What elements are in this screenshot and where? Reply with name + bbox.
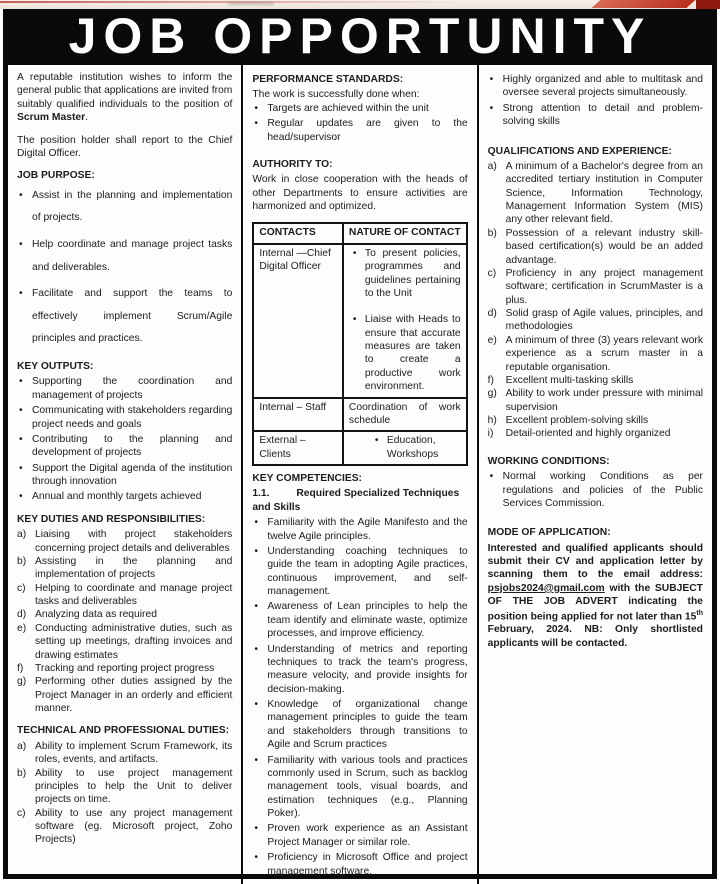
bullet-text: To present policies, programmes and guidelines pertaining to the Unit	[364, 247, 461, 299]
contact-cell: Internal —Chief Digital Officer	[253, 244, 343, 398]
bullet-dot: •	[254, 852, 258, 864]
bullet-item	[17, 283, 232, 351]
item-label: e)	[17, 622, 27, 634]
lettered-item	[488, 387, 703, 414]
performance-list	[252, 102, 467, 144]
nature-cell	[343, 431, 467, 465]
bullet-item	[252, 851, 467, 878]
key-outputs-list	[17, 375, 232, 503]
bullet-item	[252, 516, 467, 543]
technical-duties-list	[17, 740, 232, 847]
advert-frame	[3, 9, 717, 879]
lettered-item	[488, 160, 703, 227]
lettered-item	[17, 662, 232, 675]
item-text: Detail-oriented and highly organized	[505, 428, 671, 440]
qualifications-heading: QUALIFICATIONS AND EXPERIENCE:	[487, 145, 672, 157]
lettered-item	[488, 414, 703, 427]
item-text: Proficiency in any project management software; certification in ScrumMaster is a plus.	[505, 267, 703, 306]
item-label: c)	[17, 807, 26, 819]
item-text: Ability to work under pressure with minimal supervision	[505, 388, 703, 413]
item-text: Analyzing data as required	[35, 609, 157, 621]
bullet-text: Awareness of Lean principles to help the team identify and eliminate waste, optimize processes, and improve efficiency.	[267, 601, 468, 640]
red-corner-block	[696, 0, 720, 9]
item-label: d)	[17, 609, 27, 621]
item-text: Ability to use project management principles to help the Unit to deliver projects on time.	[35, 767, 233, 806]
bullet-text: Communicating with stakeholders regarding project needs and goals	[32, 405, 233, 430]
bullet-item	[17, 404, 232, 431]
bullet-item	[252, 698, 467, 752]
key-competencies-heading: KEY COMPETENCIES:	[252, 473, 362, 484]
bullet-item	[488, 73, 703, 100]
bullet-text: Highly organized and able to multitask and oversee several projects simultaneously.	[502, 74, 703, 99]
working-conditions-heading: WORKING CONDITIONS:	[487, 455, 610, 467]
mode-text-1: Interested and qualified applicants should submit their CV and application letter by scanning them to the email address:	[487, 542, 703, 581]
item-text: Solid grasp of Agile values, principles, and methodologies	[505, 308, 703, 333]
bullet-dot: •	[254, 545, 258, 557]
item-label: b)	[17, 767, 27, 779]
subheading-text: Required Specialized Techniques and Skills	[252, 488, 460, 513]
bullet-dot: •	[352, 247, 357, 259]
lettered-item	[488, 307, 703, 334]
bullet-dot: •	[254, 118, 258, 130]
bullet-dot: •	[19, 238, 23, 250]
item-label: a)	[487, 160, 497, 172]
bullet-text: Liaise with Heads to ensure that accurate measures are taken to create a productive work environment.	[364, 314, 461, 393]
contact-cell: External – Clients	[253, 431, 343, 465]
bullet-text: Support the Digital agenda of the institution through innovation	[32, 462, 233, 488]
bullet-item	[17, 490, 232, 503]
lettered-item	[488, 227, 703, 267]
mode-text-2: with the SUBJECT OF THE JOB ADVERT indicating the position being applied for not later than 15	[487, 582, 703, 622]
lettered-item	[17, 807, 232, 847]
mode-of-application-heading: MODE OF APPLICATION:	[487, 527, 611, 539]
contact-cell: Internal – Staff	[253, 398, 343, 432]
bullet-text: Targets are achieved within the unit	[267, 102, 429, 114]
lettered-item	[488, 267, 703, 307]
item-label: f)	[487, 374, 494, 386]
bullet-text: Proven work experience as an Assistant Project Manager or similar role.	[267, 823, 468, 848]
item-text: Tracking and reporting project progress	[35, 662, 215, 674]
intro-paragraph	[17, 71, 232, 125]
intro-text: A reputable institution wishes to inform the general public that applications are invited from suitably qualified individuals to the position of	[17, 72, 233, 110]
item-text: Excellent multi-tasking skills	[505, 374, 634, 386]
bullet-text: Education, Workshops	[386, 435, 439, 460]
competencies-list	[252, 516, 467, 878]
bullet-item	[252, 545, 467, 599]
ordinal-superscript: th	[696, 609, 703, 617]
lettered-item	[17, 740, 232, 767]
lettered-item	[488, 427, 703, 440]
bullet-dot: •	[489, 74, 494, 85]
bullet-item	[17, 375, 232, 402]
contacts-header-cell: CONTACTS	[253, 223, 343, 243]
contacts-table	[252, 222, 467, 466]
job-purpose-list	[17, 185, 232, 351]
bullet-dot: •	[19, 405, 23, 417]
lettered-item	[17, 622, 232, 662]
bullet-text: Understanding coaching techniques to guide the team in adopting Agile practices, continuous improvement, and self-management.	[267, 545, 468, 597]
item-text: Possession of a relevant industry skill-based certification(s) would be an added advantage.	[505, 227, 703, 266]
column-middle	[241, 65, 476, 884]
item-text: A minimum of three (3) years relevant work experience as a scrum master in a reputable organisation.	[505, 334, 703, 373]
item-label: c)	[487, 267, 497, 279]
bullet-dot: •	[254, 823, 258, 835]
bullet-dot: •	[254, 517, 258, 529]
bullet-dot: •	[254, 643, 258, 655]
bullet-dot: •	[489, 102, 494, 114]
bullet-text: Assist in the planning and implementation of projects.	[32, 189, 233, 224]
bullet-dot: •	[352, 314, 357, 326]
bullet-item	[252, 822, 467, 849]
item-label: b)	[17, 555, 27, 567]
bullet-item	[17, 433, 232, 460]
table-row	[253, 398, 466, 432]
item-text: Ability to use any project management software (eg. Microsoft project, Zoho Projects)	[35, 807, 233, 846]
bullet-item	[252, 600, 467, 640]
bullet-dot: •	[19, 491, 23, 503]
bullet-item	[349, 434, 461, 461]
bullet-item	[488, 470, 703, 510]
mode-of-application-paragraph	[488, 542, 703, 650]
item-text: Liaising with project stakeholders concerning project details and deliverables	[35, 529, 233, 554]
item-label: f)	[17, 662, 24, 674]
lettered-item	[488, 334, 703, 374]
item-text: Ability to implement Scrum Framework, its roles, events, and artifacts.	[35, 740, 233, 766]
lettered-item	[17, 608, 232, 621]
competencies-subheading	[252, 487, 467, 514]
bullet-dot: •	[254, 601, 258, 613]
authority-heading: AUTHORITY TO:	[252, 158, 333, 170]
lettered-item	[17, 675, 232, 715]
title-banner	[8, 9, 712, 65]
red-swoosh-decoration	[591, 0, 697, 8]
bullet-text: Knowledge of organizational change management principles to guide the team and stakeholders through transitions to Agile and Scrum practices	[267, 699, 468, 751]
bullet-item	[349, 247, 461, 301]
bullet-item	[349, 313, 461, 393]
item-text: Performing other duties assigned by the Project Manager in an orderly and efficient manner.	[35, 676, 233, 715]
bullet-dot: •	[254, 102, 258, 114]
report-line: The position holder shall report to the Chief Digital Officer.	[17, 134, 233, 159]
item-label: a)	[17, 740, 27, 752]
item-label: a)	[17, 529, 27, 541]
bullet-text: Facilitate and support the teams to effectively implement Scrum/Agile principles and practices.	[32, 288, 233, 345]
bullet-text: Understanding of metrics and reporting techniques to track the team's progress, measure velocity, and provide insights for decision-making.	[267, 643, 468, 695]
authority-text: Work in close cooperation with the heads of other Departments to ensure activities are harmonized and optimized.	[252, 174, 468, 212]
performance-lead: The work is successfully done when:	[252, 89, 420, 101]
intro-period: .	[85, 112, 88, 124]
bullet-dot: •	[254, 699, 258, 710]
bullet-text: Proficiency in Microsoft Office and project management software.	[267, 852, 468, 877]
qualifications-list	[488, 160, 703, 441]
bullet-item	[17, 185, 232, 230]
position-name: Scrum Master	[17, 112, 86, 124]
bullet-text: Familiarity with the Agile Manifesto and the twelve Agile principles.	[267, 517, 468, 542]
bullet-item	[252, 102, 467, 115]
bullet-dot: •	[19, 462, 23, 474]
key-outputs-heading: KEY OUTPUTS:	[17, 361, 94, 373]
bullet-dot: •	[489, 471, 494, 483]
continued-bullets-list	[488, 73, 703, 129]
bullet-text: Help coordinate and manage project tasks and deliverables.	[32, 238, 233, 273]
bullet-item	[488, 102, 703, 129]
bullet-dot: •	[19, 189, 23, 201]
working-conditions-list	[488, 470, 703, 510]
lettered-item	[17, 528, 232, 555]
item-label: d)	[487, 308, 497, 319]
table-row	[253, 244, 466, 398]
bullet-text: Familiarity with various tools and practices commonly used in Scrum, such as backlog management tools, visual boards, and estimation techniques (e.g., Planning Poker).	[267, 754, 468, 819]
bullet-text: Supporting the coordination and management of projects	[32, 376, 233, 401]
technical-duties-heading: TECHNICAL AND PROFESSIONAL DUTIES:	[17, 725, 230, 737]
item-label: e)	[487, 334, 497, 346]
bullet-text: Regular updates are given to the head/supervisor	[267, 118, 468, 143]
item-label: g)	[487, 388, 497, 400]
nature-header-cell: NATURE OF CONTACT	[343, 223, 467, 243]
key-duties-heading: KEY DUTIES AND RESPONSIBILITIES:	[17, 513, 206, 525]
bullet-dot: •	[19, 288, 23, 300]
subheading-number: 1.1.	[252, 488, 270, 500]
nature-cell	[343, 244, 467, 398]
performance-heading: PERFORMANCE STANDARDS:	[252, 74, 404, 85]
item-label: c)	[17, 582, 26, 594]
lettered-item	[17, 555, 232, 582]
bullet-text: Annual and monthly targets achieved	[32, 491, 202, 503]
bullet-item	[17, 462, 232, 489]
item-text: Helping to coordinate and manage project tasks and deliverables	[35, 582, 233, 608]
item-label: i)	[487, 428, 494, 440]
column-right	[477, 65, 712, 884]
job-purpose-heading: JOB PURPOSE:	[17, 170, 95, 182]
bullet-text: Contributing to the planning and development of projects	[32, 433, 233, 459]
contacts-table-header-row	[253, 223, 466, 243]
item-label: g)	[17, 676, 27, 688]
bullet-dot: •	[374, 435, 379, 447]
table-row	[253, 431, 466, 465]
item-label: b)	[487, 227, 497, 239]
item-text: Conducting administrative duties, such as setting up meetings, drafting invoices and drawing estimates	[35, 622, 233, 661]
faint-text-smudge	[228, 2, 274, 5]
bullet-dot: •	[19, 376, 23, 388]
lettered-item	[17, 767, 232, 807]
bullet-item	[17, 234, 232, 279]
key-duties-list	[17, 528, 232, 715]
bullet-dot: •	[19, 433, 23, 445]
three-column-body	[8, 65, 712, 884]
page-title: JOB OPPORTUNITY	[68, 8, 652, 64]
mode-text-3: February, 2024. NB: Only shortlisted applicants will be contacted.	[487, 624, 703, 649]
item-text: A minimum of a Bachelor's degree from an accredited tertiary institution in Computer Science, Information Technology, Management Information System (MIS) any other relevant field.	[505, 160, 703, 226]
bullet-item	[252, 643, 467, 697]
email-link[interactable]: psjobs2024@gmail.com	[487, 582, 605, 594]
bullet-dot: •	[254, 754, 258, 766]
bullet-item	[252, 117, 467, 144]
lettered-item	[488, 374, 703, 387]
item-text: Excellent problem-solving skills	[505, 415, 649, 426]
item-text: Assisting in the planning and implementation of projects	[35, 555, 233, 581]
lettered-item	[17, 582, 232, 609]
item-label: h)	[487, 415, 497, 426]
nature-cell: Coordination of work schedule	[343, 398, 467, 432]
column-left	[8, 65, 241, 884]
bullet-item	[252, 754, 467, 821]
bullet-text: Normal working Conditions as per regulations and policies of the Public Services Commission.	[502, 471, 703, 509]
bullet-text: Strong attention to detail and problem-solving skills	[502, 102, 703, 128]
